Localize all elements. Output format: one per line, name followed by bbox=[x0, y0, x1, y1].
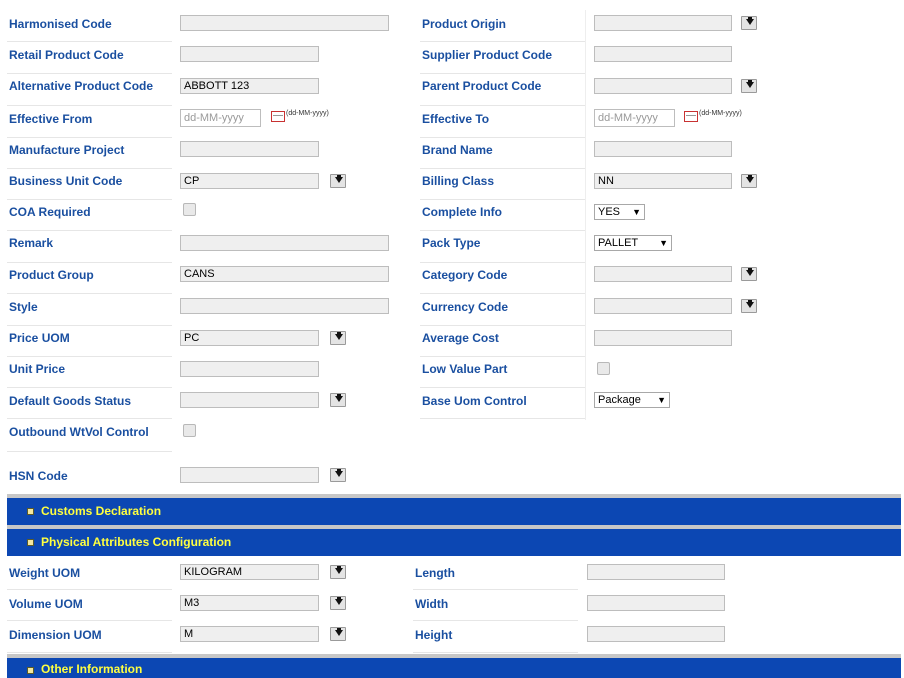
other-information-title: Other Information bbox=[41, 662, 143, 676]
length-label: Length bbox=[415, 566, 455, 580]
effective-from-input[interactable]: dd-MM-yyyy bbox=[180, 109, 261, 127]
billing-class-lookup-icon[interactable] bbox=[741, 174, 757, 188]
pack-type-select[interactable] bbox=[594, 235, 672, 251]
dropdown-arrow-icon: ▼ bbox=[657, 395, 666, 405]
physical-attributes-section-header[interactable] bbox=[7, 529, 901, 556]
retail-product-code-label: Retail Product Code bbox=[9, 48, 124, 62]
base-uom-control-select[interactable] bbox=[594, 392, 670, 408]
outbound-wtvol-control-checkbox[interactable] bbox=[183, 424, 196, 437]
complete-info-select[interactable] bbox=[594, 204, 645, 220]
height-input[interactable] bbox=[587, 626, 725, 642]
hsn-code-label: HSN Code bbox=[9, 469, 68, 483]
retail-product-code-input[interactable] bbox=[180, 46, 319, 62]
category-code-input[interactable] bbox=[594, 266, 732, 282]
collapse-icon[interactable] bbox=[27, 539, 34, 546]
category-code-label: Category Code bbox=[422, 268, 508, 282]
price-uom-input[interactable]: PC bbox=[180, 330, 319, 346]
weight-uom-input[interactable]: KILOGRAM bbox=[180, 564, 319, 580]
supplier-product-code-label: Supplier Product Code bbox=[422, 48, 553, 62]
product-origin-label: Product Origin bbox=[422, 17, 506, 31]
effective-from-calendar-icon[interactable] bbox=[271, 111, 285, 122]
volume-uom-lookup-icon[interactable] bbox=[330, 596, 346, 610]
average-cost-label: Average Cost bbox=[422, 331, 499, 345]
low-value-part-checkbox[interactable] bbox=[597, 362, 610, 375]
currency-code-lookup-icon[interactable] bbox=[741, 299, 757, 313]
remark-input[interactable] bbox=[180, 235, 389, 251]
supplier-product-code-input[interactable] bbox=[594, 46, 732, 62]
height-label: Height bbox=[415, 628, 453, 642]
pack-type-label: Pack Type bbox=[422, 236, 481, 250]
dimension-uom-input[interactable]: M bbox=[180, 626, 319, 642]
business-unit-code-lookup-icon[interactable] bbox=[330, 174, 346, 188]
dimension-uom-lookup-icon[interactable] bbox=[330, 627, 346, 641]
dropdown-arrow-icon: ▼ bbox=[632, 207, 641, 217]
price-uom-lookup-icon[interactable] bbox=[330, 331, 346, 345]
pack-type-value: PALLET bbox=[598, 237, 639, 249]
currency-code-label: Currency Code bbox=[422, 300, 509, 314]
default-goods-status-input[interactable] bbox=[180, 392, 319, 408]
base-uom-control-label: Base Uom Control bbox=[422, 394, 527, 408]
parent-product-code-lookup-icon[interactable] bbox=[741, 79, 757, 93]
product-group-input[interactable]: CANS bbox=[180, 266, 389, 282]
style-label: Style bbox=[9, 300, 38, 314]
business-unit-code-input[interactable]: CP bbox=[180, 173, 319, 189]
complete-info-label: Complete Info bbox=[422, 205, 502, 219]
coa-required-checkbox[interactable] bbox=[183, 203, 196, 216]
length-input[interactable] bbox=[587, 564, 725, 580]
weight-uom-lookup-icon[interactable] bbox=[330, 565, 346, 579]
coa-required-label: COA Required bbox=[9, 205, 91, 219]
hsn-code-lookup-icon[interactable] bbox=[330, 468, 346, 482]
alternative-product-code-input[interactable]: ABBOTT 123 bbox=[180, 78, 319, 94]
other-information-section-header[interactable] bbox=[7, 658, 901, 678]
product-origin-input[interactable] bbox=[594, 15, 732, 31]
brand-name-input[interactable] bbox=[594, 141, 732, 157]
base-uom-control-value: Package bbox=[598, 394, 641, 406]
product-origin-lookup-icon[interactable] bbox=[741, 16, 757, 30]
effective-to-input[interactable]: dd-MM-yyyy bbox=[594, 109, 675, 127]
style-input[interactable] bbox=[180, 298, 389, 314]
unit-price-label: Unit Price bbox=[9, 362, 66, 376]
customs-declaration-section-header[interactable] bbox=[7, 498, 901, 525]
effective-from-label: Effective From bbox=[9, 112, 93, 126]
complete-info-value: YES bbox=[598, 206, 621, 218]
default-goods-status-label: Default Goods Status bbox=[9, 394, 132, 408]
manufacture-project-label: Manufacture Project bbox=[9, 143, 125, 157]
physical-attributes-title: Physical Attributes Configuration bbox=[41, 535, 232, 549]
effective-to-label: Effective To bbox=[422, 112, 490, 126]
effective-from-format-hint: (dd-MM-yyyy) bbox=[286, 110, 329, 117]
low-value-part-label: Low Value Part bbox=[422, 362, 508, 376]
expand-icon[interactable] bbox=[27, 667, 34, 674]
average-cost-input[interactable] bbox=[594, 330, 732, 346]
business-unit-code-label: Business Unit Code bbox=[9, 174, 123, 188]
effective-to-format-hint: (dd-MM-yyyy) bbox=[699, 110, 742, 117]
unit-price-input[interactable] bbox=[180, 361, 319, 377]
default-goods-status-lookup-icon[interactable] bbox=[330, 393, 346, 407]
width-label: Width bbox=[415, 597, 449, 611]
parent-product-code-label: Parent Product Code bbox=[422, 79, 542, 93]
width-input[interactable] bbox=[587, 595, 725, 611]
manufacture-project-input[interactable] bbox=[180, 141, 319, 157]
billing-class-input[interactable]: NN bbox=[594, 173, 732, 189]
category-code-lookup-icon[interactable] bbox=[741, 267, 757, 281]
volume-uom-label: Volume UOM bbox=[9, 597, 83, 611]
harmonised-code-label: Harmonised Code bbox=[9, 17, 112, 31]
product-group-label: Product Group bbox=[9, 268, 94, 282]
expand-icon[interactable] bbox=[27, 508, 34, 515]
currency-code-input[interactable] bbox=[594, 298, 732, 314]
alternative-product-code-label: Alternative Product Code bbox=[9, 79, 154, 93]
effective-to-calendar-icon[interactable] bbox=[684, 111, 698, 122]
dimension-uom-label: Dimension UOM bbox=[9, 628, 102, 642]
price-uom-label: Price UOM bbox=[9, 331, 70, 345]
customs-declaration-title: Customs Declaration bbox=[41, 504, 162, 518]
weight-uom-label: Weight UOM bbox=[9, 566, 81, 580]
billing-class-label: Billing Class bbox=[422, 174, 495, 188]
volume-uom-input[interactable]: M3 bbox=[180, 595, 319, 611]
dropdown-arrow-icon: ▼ bbox=[659, 238, 668, 248]
brand-name-label: Brand Name bbox=[422, 143, 493, 157]
remark-label: Remark bbox=[9, 236, 54, 250]
outbound-wtvol-control-label: Outbound WtVol Control bbox=[9, 425, 149, 439]
hsn-code-input[interactable] bbox=[180, 467, 319, 483]
parent-product-code-input[interactable] bbox=[594, 78, 732, 94]
harmonised-code-input[interactable] bbox=[180, 15, 389, 31]
